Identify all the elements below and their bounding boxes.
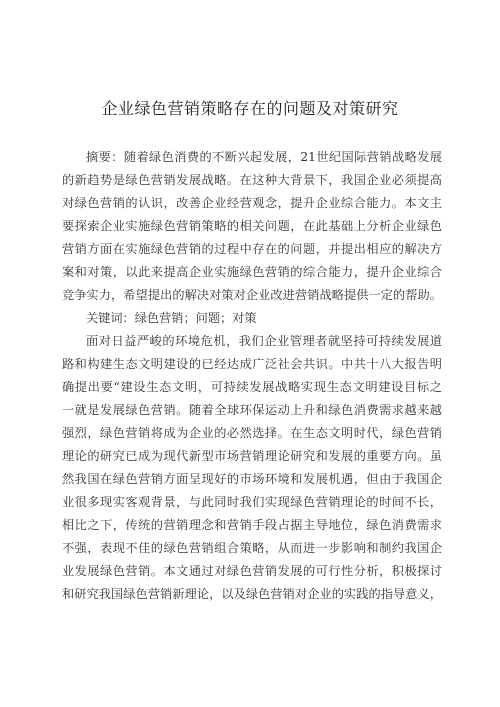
body-line: 强烈，绿色营销将成为企业的必然选择。在生态文明时代，绿色营销 (62, 426, 442, 440)
body-line: 案和对策，以此来提高企业实施绿色营销的综合能力，提升企业综合 (62, 265, 442, 279)
document-title: 企业绿色营销策略存在的问题及对策研究 (101, 99, 399, 118)
body-line: 竞争实力，希望提出的解决对策对企业改进营销战略提供一定的帮助。 (62, 288, 442, 302)
document-body (62, 146, 442, 606)
body-line: 的新趋势是绿色营销发展战略。在这种大背景下，我国企业必须提高 (62, 173, 442, 187)
body-line: 确提出要“建设生态文明，可持续发展战略实现生态文明建设目标之 (62, 380, 442, 394)
body-line: 一就是发展绿色营销。随着全球环保运动上升和绿色消费需求越来越 (62, 403, 442, 417)
body-line: 不强，表现不佳的绿色营销组合策略，从而进一步影响和制约我国企 (62, 541, 442, 555)
body-line: 路和构建生态文明建设的已经达成广泛社会共识。中共十八大报告明 (62, 357, 442, 371)
body-line: 然我国在绿色营销方面呈现好的市场环境和发展机遇，但由于我国企 (62, 472, 442, 486)
body-line: 业很多现实客观背景，与此同时我们实现绿色营销理论的时间不长， (62, 495, 442, 509)
body-line: 相比之下，传统的营销理念和营销手段占据主导地位，绿色消费需求 (62, 518, 442, 532)
body-line: 营销方面在实施绿色营销的过程中存在的问题，并提出相应的解决方 (62, 242, 442, 256)
body-line: 理论的研究已成为现代新型市场营销理论研究和发展的重要方向。虽 (62, 449, 442, 463)
body-line: 面对日益严峻的环境危机，我们企业管理者就坚持可持续发展道 (86, 334, 442, 348)
body-line: 对绿色营销的认识，改善企业经营观念，提升企业综合能力。本文主 (62, 196, 442, 210)
body-line: 摘要：随着绿色消费的不断兴起发展，21世纪国际营销战略发展 (86, 150, 442, 164)
body-line: 和研究我国绿色营销新理论，以及绿色营销对企业的实践的指导意义， (62, 587, 442, 601)
body-line: 业发展绿色营销。本文通过对绿色营销发展的可行性分析，积极探讨 (62, 564, 442, 578)
body-line: 要探索企业实施绿色营销策略的相关问题，在此基础上分析企业绿色 (62, 219, 442, 233)
body-line: 关键词：绿色营销；问题；对策 (86, 311, 257, 325)
